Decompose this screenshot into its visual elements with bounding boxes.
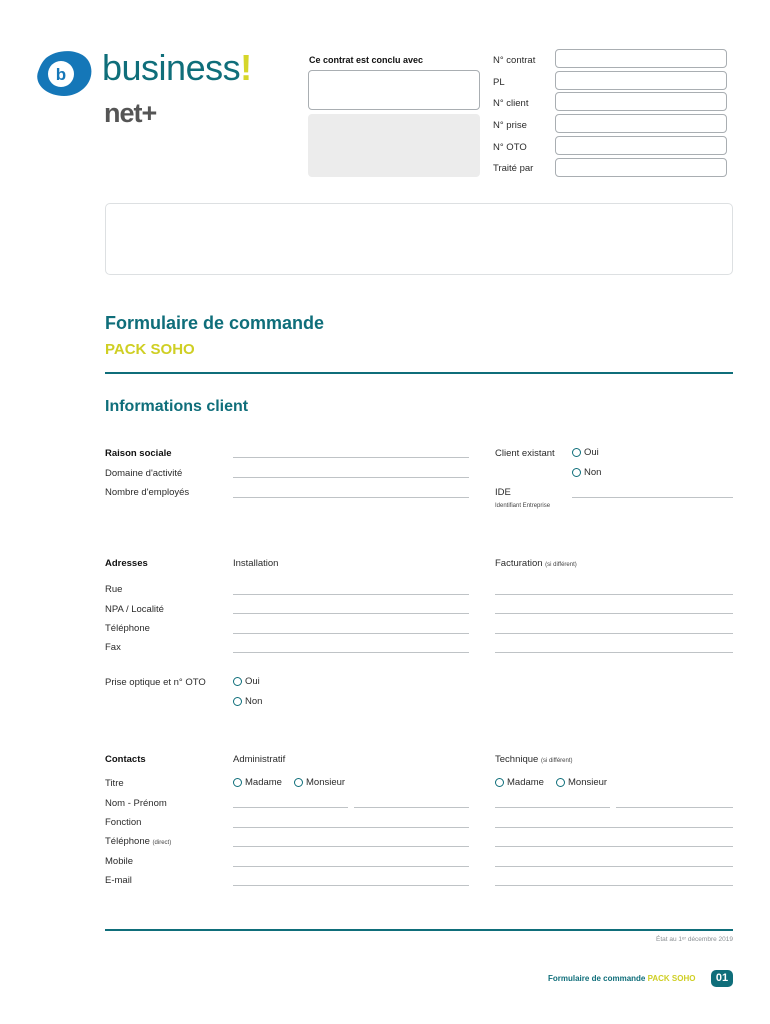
client-existant-label: Client existant (495, 448, 555, 459)
contact-telephone-note: (direct) (152, 840, 172, 846)
ide-note: Identifiant Entreprise (495, 503, 551, 509)
tech-telephone-input[interactable] (495, 846, 733, 847)
pl-input[interactable] (555, 71, 727, 90)
prise-number-input[interactable] (555, 114, 727, 133)
client-number-input[interactable] (555, 92, 727, 111)
logo-business-text: business (102, 47, 241, 88)
radio-circle-icon (495, 778, 504, 787)
radio-label: Madame (507, 777, 544, 788)
radio-label: Oui (584, 447, 599, 458)
facturation-label: Facturation (495, 558, 543, 569)
facturation-telephone-input[interactable] (495, 633, 733, 634)
fax-label: Fax (105, 642, 121, 653)
facturation-header (495, 558, 577, 569)
admin-prenom-input[interactable] (354, 807, 469, 808)
radio-circle-icon (294, 778, 303, 787)
tech-madame-radio[interactable] (495, 777, 544, 788)
form-subtitle: PACK SOHO (105, 341, 195, 358)
contact-telephone-label (105, 836, 171, 847)
facturation-note: (si différent) (545, 562, 577, 568)
radio-label: Monsieur (568, 777, 608, 788)
email-label: E-mail (105, 875, 132, 886)
radio-circle-icon (233, 677, 242, 686)
tech-mobile-input[interactable] (495, 866, 733, 867)
footer-form-label (548, 974, 695, 983)
prise-oui-radio[interactable] (233, 676, 260, 687)
tech-monsieur-radio[interactable] (556, 777, 607, 788)
domaine-label: Domaine d'activité (105, 468, 183, 479)
contact-telephone-text: Téléphone (105, 836, 150, 847)
nom-label: Nom - Prénom (105, 798, 167, 809)
facturation-fax-input[interactable] (495, 652, 733, 653)
section-title-client: Informations client (105, 398, 249, 415)
footer-divider (105, 929, 733, 931)
npa-label: NPA / Localité (105, 604, 164, 615)
contract-field-label: N° client (493, 98, 529, 109)
radio-circle-icon (556, 778, 565, 787)
technique-note: (si différent) (540, 758, 573, 764)
radio-circle-icon (572, 468, 581, 477)
rue-label: Rue (105, 584, 123, 595)
radio-label: Non (584, 467, 602, 478)
admin-telephone-input[interactable] (233, 846, 469, 847)
technique-label: Technique (495, 754, 539, 765)
footer-form-name: Formulaire de commande (548, 974, 646, 983)
tech-prenom-input[interactable] (616, 807, 733, 808)
employes-label: Nombre d'employés (105, 487, 190, 498)
radio-label: Monsieur (306, 777, 346, 788)
contract-stamp-area (308, 114, 480, 177)
client-existant-non-radio[interactable] (572, 467, 601, 478)
page-number-badge: 01 (711, 970, 733, 987)
logo-badge-icon (36, 50, 94, 98)
processed-by-input[interactable] (555, 158, 727, 177)
oto-number-input[interactable] (555, 136, 727, 155)
radio-circle-icon (233, 697, 242, 706)
radio-label: Oui (245, 676, 260, 687)
notes-box[interactable] (105, 203, 733, 275)
admin-madame-radio[interactable] (233, 777, 282, 788)
admin-monsieur-radio[interactable] (294, 777, 345, 788)
addresses-title: Adresses (105, 558, 148, 569)
client-existant-oui-radio[interactable] (572, 447, 599, 458)
telephone-label: Téléphone (105, 623, 150, 634)
ide-label: IDE (495, 487, 511, 498)
logo-exclaim: ! (240, 47, 252, 88)
raison-sociale-label: Raison sociale (105, 448, 172, 459)
radio-label: Madame (245, 777, 282, 788)
contract-number-input[interactable] (555, 49, 727, 68)
radio-circle-icon (572, 448, 581, 457)
form-title: Formulaire de commande (105, 313, 325, 333)
admin-mobile-input[interactable] (233, 866, 469, 867)
raison-sociale-input[interactable] (233, 457, 469, 458)
facturation-rue-input[interactable] (495, 594, 733, 595)
domaine-input[interactable] (233, 477, 469, 478)
mobile-label: Mobile (105, 856, 133, 867)
tech-fonction-input[interactable] (495, 827, 733, 828)
logo (36, 48, 266, 133)
admin-nom-input[interactable] (233, 807, 348, 808)
admin-fonction-input[interactable] (233, 827, 469, 828)
contract-concluded-label: Ce contrat est conclu avec (309, 55, 424, 65)
tech-email-input[interactable] (495, 885, 733, 886)
contract-partner-field[interactable] (308, 70, 480, 110)
prise-non-radio[interactable] (233, 696, 262, 707)
contract-field-label: N° prise (493, 120, 527, 131)
footer-pack: PACK SOHO (647, 974, 696, 983)
installation-npa-input[interactable] (233, 613, 469, 614)
ide-input[interactable] (572, 497, 733, 498)
installation-rue-input[interactable] (233, 594, 469, 595)
employes-input[interactable] (233, 497, 469, 498)
administratif-header: Administratif (233, 754, 286, 765)
radio-label: Non (245, 696, 263, 707)
installation-fax-input[interactable] (233, 652, 469, 653)
prise-label: Prise optique et n° OTO (105, 677, 206, 688)
logo-badge-letter: b (55, 65, 67, 84)
logo-netplus: net+ (104, 98, 157, 128)
fonction-label: Fonction (105, 817, 142, 828)
contacts-title: Contacts (105, 754, 146, 765)
contract-field-label: N° contrat (493, 55, 536, 66)
technique-header (495, 754, 573, 765)
titre-label: Titre (105, 778, 124, 789)
footer-date: État au 1ᵉʳ décembre 2019 (656, 936, 733, 943)
installation-header: Installation (233, 558, 279, 569)
title-divider (105, 372, 733, 374)
installation-telephone-input[interactable] (233, 633, 469, 634)
contract-field-label: Traité par (493, 163, 534, 174)
radio-circle-icon (233, 778, 242, 787)
contract-field-label: N° OTO (493, 142, 527, 153)
tech-nom-input[interactable] (495, 807, 610, 808)
logo-word (102, 46, 252, 90)
facturation-npa-input[interactable] (495, 613, 733, 614)
contract-field-label: PL (493, 77, 505, 88)
admin-email-input[interactable] (233, 885, 469, 886)
